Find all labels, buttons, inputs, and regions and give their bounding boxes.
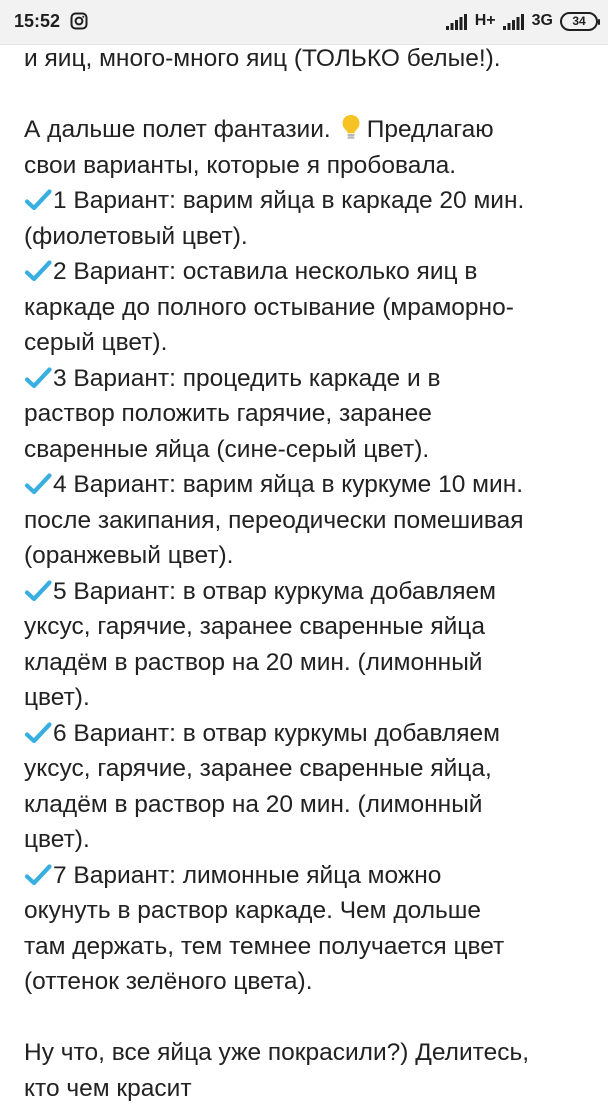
instagram-icon (70, 12, 88, 30)
post-line: каркаде до полного остывание (мраморно- (24, 290, 590, 326)
post-line: кладём в раствор на 20 мин. (лимонный (24, 787, 590, 823)
variant-line (24, 254, 590, 290)
post-line: и яиц, много-много яиц (ТОЛЬКО белые!). (24, 41, 590, 77)
post-line: окунуть в раствор каркаде. Чем дольше (24, 893, 590, 929)
post-line: цвет). (24, 680, 590, 716)
variant-text: 2 Вариант: оставила несколько яиц в (53, 258, 477, 285)
status-bar (0, 0, 608, 45)
variant-line (24, 716, 590, 752)
network-type-secondary: 3G (532, 12, 553, 30)
light-bulb-icon (339, 113, 363, 141)
status-time: 15:52 (14, 11, 60, 32)
post-line: Ну что, все яйца уже покрасили?) Делитесь, (24, 1035, 590, 1071)
post-line (24, 112, 590, 148)
check-mark-icon (24, 864, 52, 886)
post-line: (оттенок зелёного цвета). (24, 964, 590, 1000)
battery-icon (560, 12, 598, 31)
variant-line (24, 183, 590, 219)
post-line: цвет). (24, 822, 590, 858)
post-line: раствор положить гарячие, заранее (24, 396, 590, 432)
post-line-text: Предлагаю (367, 116, 494, 143)
post-line: уксус, гарячие, заранее сваренные яйца (24, 609, 590, 645)
post-line: свои варианты, которые я пробовала. (24, 148, 590, 184)
post-line: там держать, тем темнее получается цвет (24, 929, 590, 965)
check-mark-icon (24, 473, 52, 495)
post-line: уксус, гарячие, заранее сваренные яйца, (24, 751, 590, 787)
post-line-text: А дальше полет фантазии. (24, 116, 331, 143)
paragraph-spacer (24, 77, 590, 113)
check-mark-icon (24, 189, 52, 211)
post-line: серый цвет). (24, 325, 590, 361)
check-mark-icon (24, 722, 52, 744)
post-line: (оранжевый цвет). (24, 538, 590, 574)
check-mark-icon (24, 580, 52, 602)
post-line: кладём в раствор на 20 мин. (лимонный (24, 645, 590, 681)
variant-line (24, 858, 590, 894)
post-content (24, 41, 590, 1106)
variant-line (24, 361, 590, 397)
check-mark-icon (24, 260, 52, 282)
post-line: после закипания, переодически помешивая (24, 503, 590, 539)
variant-text: 4 Вариант: варим яйца в куркуме 10 мин. (53, 471, 523, 498)
signal-icon (503, 13, 525, 30)
variant-text: 3 Вариант: процедить каркаде и в (53, 365, 440, 392)
variant-line (24, 467, 590, 503)
post-line: сваренные яйца (сине-серый цвет). (24, 432, 590, 468)
variant-text: 7 Вариант: лимонные яйца можно (53, 862, 441, 889)
battery-level: 34 (572, 15, 585, 27)
network-type-primary: H+ (475, 12, 496, 30)
variant-text: 5 Вариант: в отвар куркума добавляем (53, 578, 496, 605)
variant-text: 1 Вариант: варим яйца в каркаде 20 мин. (53, 187, 524, 214)
variant-line (24, 574, 590, 610)
variant-text: 6 Вариант: в отвар куркумы добавляем (53, 720, 500, 747)
paragraph-spacer (24, 1000, 590, 1036)
post-line: кто чем красит (24, 1071, 590, 1106)
post-line: (фиолетовый цвет). (24, 219, 590, 255)
signal-icon (446, 13, 468, 30)
check-mark-icon (24, 367, 52, 389)
status-indicators (446, 10, 598, 32)
